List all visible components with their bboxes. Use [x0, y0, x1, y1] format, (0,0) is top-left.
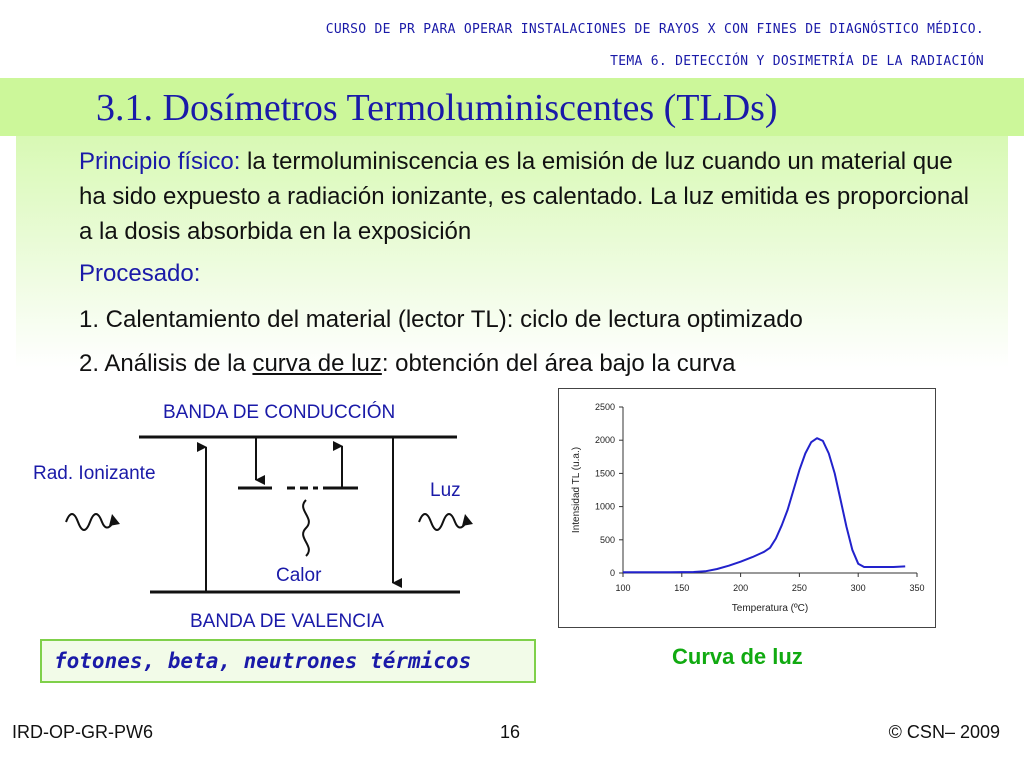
x-tick-label: 300	[850, 583, 866, 593]
light-label: Luz	[430, 480, 461, 501]
y-axis-label: Intensidad TL (u.a.)	[571, 446, 582, 534]
heat-label: Calor	[276, 565, 322, 586]
step-2-suffix: : obtención del área bajo la curva	[381, 350, 736, 377]
slide-title: 3.1. Dosímetros Termoluminiscentes (TLDs)	[96, 87, 778, 129]
y-tick-label: 0	[609, 568, 615, 578]
light-arrowhead	[462, 514, 473, 526]
footer-code: IRD-OP-GR-PW6	[12, 722, 153, 742]
ionizing-radiation-wave-icon	[66, 514, 112, 530]
footer-page-number: 16	[500, 722, 521, 742]
y-tick-label: 2500	[594, 402, 615, 412]
conduction-band-label: BANDA DE CONDUCCIÓN	[163, 402, 396, 423]
light-curve-link: curva de luz	[252, 350, 382, 377]
x-tick-label: 150	[674, 583, 690, 593]
step-2-prefix: 2. Análisis de la	[79, 350, 253, 377]
step-1: 1. Calentamiento del material (lector TL): ciclo de lectura optimizado	[79, 306, 803, 333]
valence-band-label: BANDA DE VALENCIA	[190, 611, 384, 632]
topic-header: TEMA 6. DETECCIÓN Y DOSIMETRÍA DE LA RADIACIÓN	[610, 54, 984, 69]
x-tick-label: 200	[733, 583, 749, 593]
principle-text: la termoluminiscencia es la emisión de luz cuando un material que ha sido expuesto a radiación ionizante, es calentado. La luz emitida es proporcional a la dosis absorbida en la exposición	[79, 148, 969, 245]
step-2	[79, 350, 735, 378]
y-tick-label: 1500	[594, 468, 615, 479]
x-tick-label: 250	[791, 583, 807, 593]
y-tick-label: 500	[599, 534, 615, 545]
heat-wave-icon	[303, 500, 309, 556]
light-curve-chart	[558, 388, 936, 628]
y-tick-label: 2000	[594, 435, 615, 446]
particles-text: fotones, beta, neutrones térmicos	[54, 649, 472, 673]
principle-label: Principio físico:	[79, 148, 241, 175]
ionizing-radiation-label: Rad. Ionizante	[33, 463, 156, 484]
x-tick-label: 100	[615, 583, 631, 593]
x-tick-label: 350	[909, 583, 925, 593]
course-header: CURSO DE PR PARA OPERAR INSTALACIONES DE RAYOS X CON FINES DE DIAGNÓSTICO MÉDICO.	[325, 22, 984, 37]
chart-svg	[559, 389, 935, 627]
ionizing-radiation-arrowhead	[109, 514, 120, 526]
chart-caption: Curva de luz	[672, 644, 803, 669]
light-wave-icon	[419, 514, 465, 530]
x-axis-label: Temperatura (ºC)	[731, 603, 809, 614]
processing-label: Procesado:	[79, 260, 201, 287]
principle-paragraph	[79, 144, 969, 249]
series-line	[623, 438, 905, 572]
footer-copyright: © CSN– 2009	[888, 722, 1000, 742]
particles-box	[40, 639, 536, 683]
y-tick-label: 1000	[594, 501, 615, 512]
